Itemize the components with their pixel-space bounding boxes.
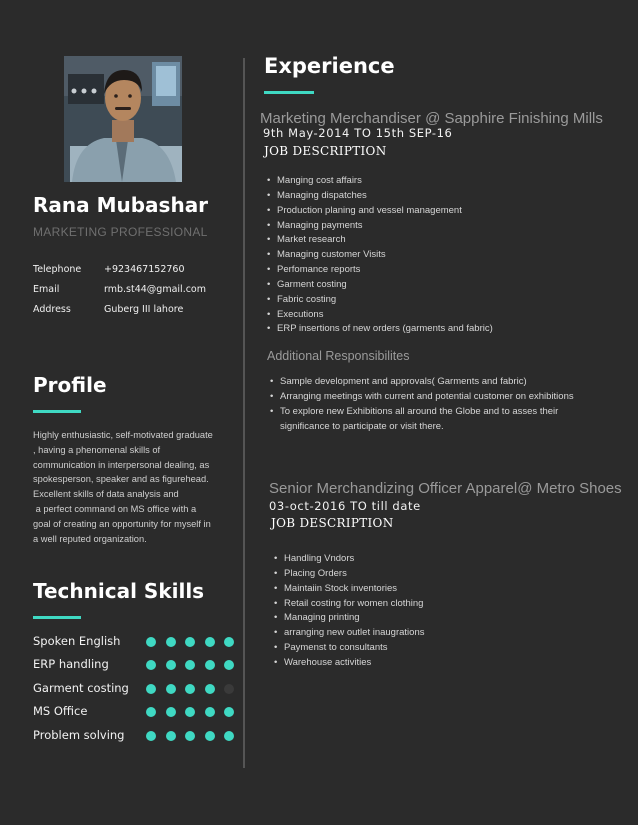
- list-item: • Production planing and vessel management: [277, 204, 493, 219]
- profile-line: Excellent skills of data analysis and: [33, 489, 179, 500]
- rating-dot-filled: [166, 707, 176, 717]
- profile-line: Highly enthusiastic, self-motivated graduate: [33, 430, 213, 440]
- address-value: Guberg III lahore: [104, 304, 184, 315]
- job-description-heading: JOB DESCRIPTION: [271, 516, 394, 530]
- list-item: • Maintaiin Stock inventories: [284, 582, 424, 597]
- rating-dot-filled: [185, 684, 195, 694]
- skill-name: Spoken English: [33, 634, 121, 648]
- rating-dot-filled: [166, 660, 176, 670]
- list-item: • Managing customer Visits: [277, 248, 493, 263]
- list-item: • Managing dispatches: [277, 189, 493, 204]
- list-item: • To explore new Exhibitions all around the Globe and to asses their: [280, 405, 574, 420]
- rating-dot-filled: [185, 731, 195, 741]
- skill-name: Problem solving: [33, 728, 125, 742]
- list-item: • Paymenst to consultants: [284, 641, 424, 656]
- list-item: • Arranging meetings with current and potential customer on exhibitions: [280, 390, 574, 405]
- contact-label: Email: [33, 284, 60, 295]
- rating-dot-filled: [224, 731, 234, 741]
- experience-heading: Experience: [264, 54, 395, 78]
- skill-name: ERP handling: [33, 657, 109, 671]
- list-item: • Garment costing: [277, 278, 493, 293]
- experience-heading-underline: [264, 91, 314, 94]
- skill-name: Garment costing: [33, 681, 129, 695]
- profile-line: , having a phenomenal skills of: [33, 444, 161, 455]
- email-value[interactable]: rmb.st44@gmail.com: [104, 284, 206, 295]
- list-item: • Placing Orders: [284, 567, 424, 582]
- person-role: MARKETING PROFESSIONAL: [33, 225, 208, 239]
- rating-dot-filled: [224, 637, 234, 647]
- list-item: • ERP insertions of new orders (garments and fabric): [277, 322, 493, 337]
- profile-heading-underline: [33, 410, 81, 413]
- rating-dot-filled: [205, 637, 215, 647]
- job-dates: 03-oct-2016 TO till date: [269, 499, 421, 513]
- list-item: • arranging new outlet inaugrations: [284, 626, 424, 641]
- profile-line: goal of creating an opportunity for myself in: [33, 518, 211, 529]
- list-item: • Retail costing for women clothing: [284, 597, 424, 612]
- list-item: • Managing printing: [284, 611, 424, 626]
- rating-dot-filled: [146, 707, 156, 717]
- profile-photo: [64, 56, 182, 182]
- skill-row: [33, 704, 233, 722]
- rating-dot-filled: [205, 731, 215, 741]
- list-item: significance to participate or visit there.: [280, 420, 444, 432]
- rating-dot-filled: [146, 731, 156, 741]
- rating-dot-filled: [146, 684, 156, 694]
- list-item: • Managing payments: [277, 219, 493, 234]
- list-item: • Market research: [277, 233, 493, 248]
- profile-line: a well reputed organization.: [33, 533, 147, 544]
- profile-summary: [33, 428, 229, 546]
- rating-dot-filled: [205, 707, 215, 717]
- rating-dot-filled: [224, 660, 234, 670]
- list-item: • Sample development and approvals( Garments and fabric): [280, 375, 574, 390]
- list-item: • Manging cost affairs: [277, 174, 493, 189]
- skills-heading-underline: [33, 616, 81, 619]
- job-duties-list: [272, 552, 424, 671]
- rating-dot-filled: [205, 684, 215, 694]
- rating-dot-filled: [146, 660, 156, 670]
- rating-dot-filled: [185, 660, 195, 670]
- job-duties-list: [265, 174, 493, 337]
- contact-label: Telephone: [33, 264, 82, 275]
- telephone-value[interactable]: +923467152760: [104, 264, 185, 275]
- rating-dot-filled: [166, 637, 176, 647]
- skill-name: MS Office: [33, 704, 88, 718]
- profile-line: a perfect command on MS office with a: [33, 503, 197, 514]
- person-name: Rana Mubashar: [33, 193, 209, 217]
- profile-line: spokesperson, speaker and as figurehead.: [33, 474, 209, 485]
- skill-row: [33, 681, 233, 699]
- rating-dot-empty: [224, 684, 234, 694]
- additional-responsibilities-list: [268, 375, 574, 434]
- list-item: • Executions: [277, 308, 493, 323]
- skill-row: [33, 728, 233, 746]
- list-item: • Fabric costing: [277, 293, 493, 308]
- additional-responsibilities-heading: Additional Responsibilites: [267, 349, 410, 363]
- job-title: Senior Merchandizing Officer Apparel@ Metro Shoes: [269, 480, 622, 497]
- rating-dot-filled: [166, 731, 176, 741]
- profile-heading: Profile: [33, 373, 107, 397]
- rating-dot-filled: [224, 707, 234, 717]
- skills-heading: Technical Skills: [33, 579, 205, 603]
- rating-dot-filled: [205, 660, 215, 670]
- list-item: • Warehouse activities: [284, 656, 424, 671]
- job-title: Marketing Merchandiser @ Sapphire Finishing Mills: [260, 110, 603, 127]
- contact-label: Address: [33, 304, 71, 315]
- skill-row: [33, 657, 233, 675]
- skill-row: [33, 634, 233, 652]
- rating-dot-filled: [146, 637, 156, 647]
- profile-line: communication in interpersonal dealing, as: [33, 459, 210, 470]
- job-description-heading: JOB DESCRIPTION: [264, 144, 387, 158]
- rating-dot-filled: [166, 684, 176, 694]
- job-dates: 9th May-2014 TO 15th SEP-16: [263, 126, 453, 140]
- rating-dot-filled: [185, 637, 195, 647]
- list-item: • Handling Vndors: [284, 552, 424, 567]
- rating-dot-filled: [185, 707, 195, 717]
- list-item: • Perfomance reports: [277, 263, 493, 278]
- column-divider: [243, 58, 245, 768]
